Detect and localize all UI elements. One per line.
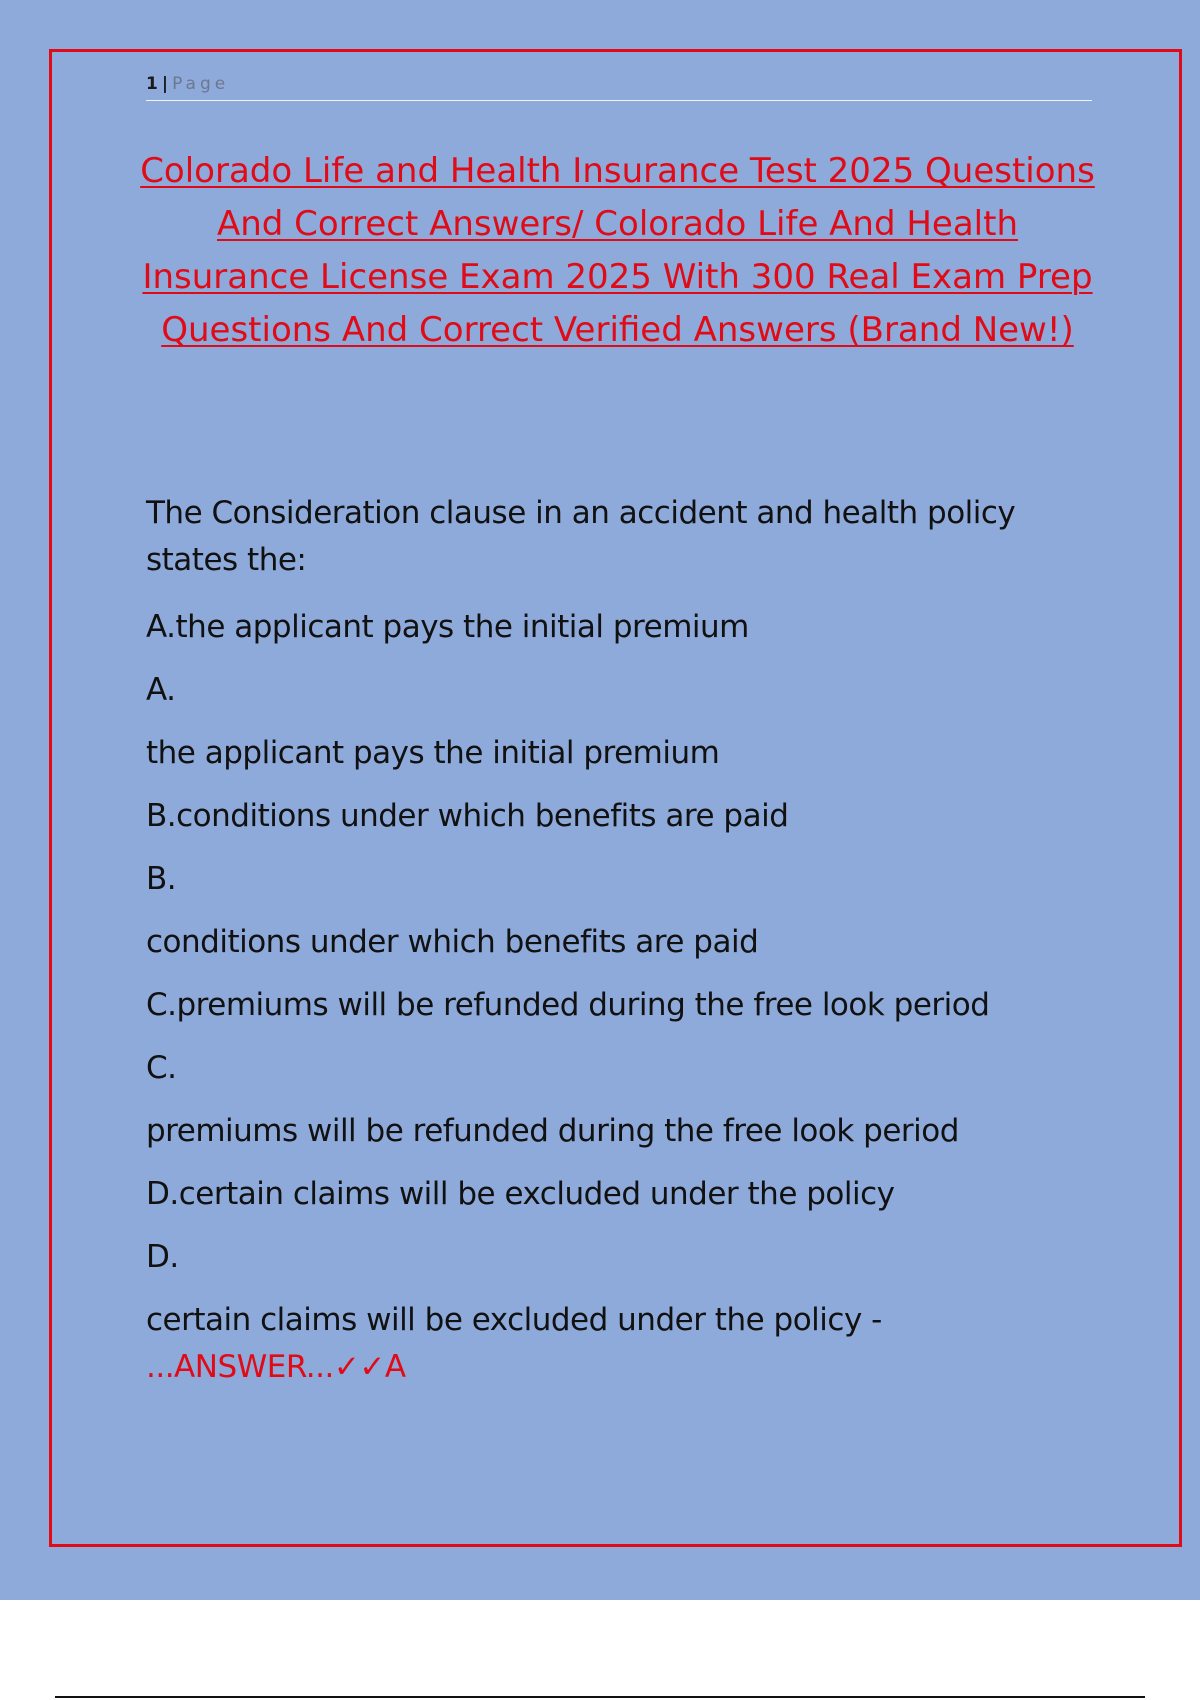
option-a-letter: A.	[146, 672, 176, 708]
option-a-inline: A.the applicant pays the initial premium	[146, 609, 749, 645]
option-a-text: the applicant pays the initial premium	[146, 735, 720, 771]
page-number: 1	[146, 74, 158, 94]
option-c-inline: C.premiums will be refunded during the free look period	[146, 987, 990, 1023]
document-title: Colorado Life and Health Insurance Test 2025 Questions And Correct Answers/ Colorado Life And Health Insurance License Exam 2025 With 300 Real Exam Prep Questions And Correct Verified Answers (Brand New!)	[140, 151, 1095, 350]
option-b-letter: B.	[146, 861, 177, 897]
question-text: The Consideration clause in an accident and health policy states the:	[146, 495, 1016, 578]
answer-text: ...ANSWER...✓✓A	[146, 1349, 406, 1385]
option-c-text: premiums will be refunded during the free look period	[146, 1113, 959, 1149]
option-d-letter: D.	[146, 1239, 179, 1275]
header-separator: |	[161, 74, 169, 94]
option-d-inline: D.certain claims will be excluded under the policy	[146, 1176, 895, 1212]
option-b-inline: B.conditions under which benefits are paid	[146, 798, 789, 834]
question-block	[146, 490, 1096, 1391]
option-c-letter: C.	[146, 1050, 177, 1086]
footer-rule	[55, 1696, 1145, 1698]
page-header	[146, 72, 1092, 101]
option-d-text: certain claims will be excluded under the policy -	[146, 1302, 882, 1338]
option-d-text-with-answer	[146, 1297, 1096, 1391]
page-label: Page	[172, 74, 230, 94]
option-b-text: conditions under which benefits are paid	[146, 924, 759, 960]
